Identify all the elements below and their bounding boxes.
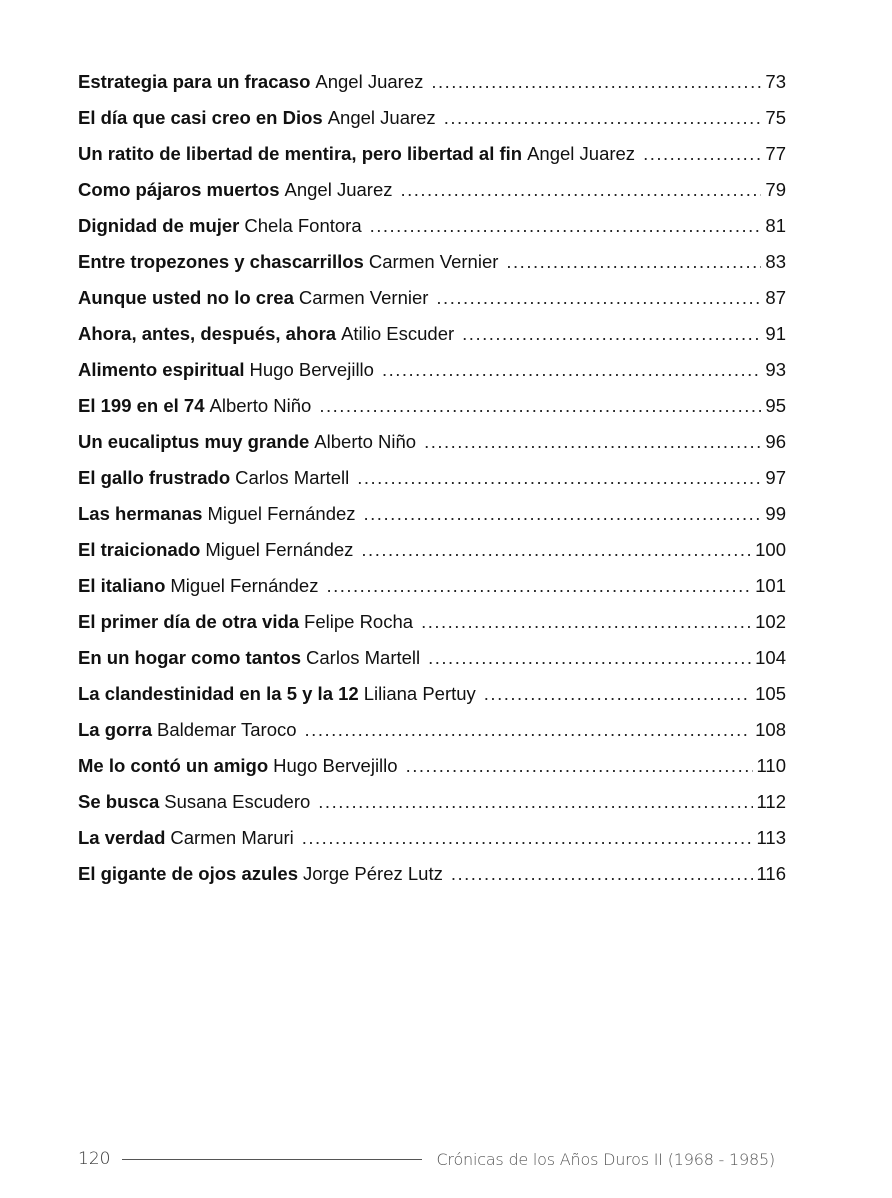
toc-entry: [78, 424, 786, 460]
entry-page-number: 110: [756, 755, 786, 776]
dot-leader: [361, 532, 751, 568]
toc-entry: [78, 352, 786, 388]
dot-leader: [357, 460, 761, 496]
dot-leader: [643, 136, 761, 172]
entry-page-number: 99: [765, 503, 786, 524]
dot-leader: [400, 172, 761, 208]
dot-leader: [370, 208, 762, 244]
entry-page-number: 81: [765, 215, 786, 236]
dot-leader: [451, 856, 753, 892]
entry-page-number: 104: [755, 647, 786, 668]
dot-leader: [424, 424, 761, 460]
entry-author: Carlos Martell: [235, 467, 350, 488]
entry-title: Alimento espiritual: [78, 359, 245, 380]
entry-author: Miguel Fernández: [170, 575, 319, 596]
entry-author: Miguel Fernández: [207, 503, 356, 524]
dot-leader: [305, 712, 752, 748]
entry-author: Hugo Bervejillo: [249, 359, 374, 380]
entry-title: El día que casi creo en Dios: [78, 107, 323, 128]
entry-author: Atilio Escuder: [341, 323, 455, 344]
toc-entry: [78, 604, 786, 640]
entry-page-number: 97: [765, 467, 786, 488]
entry-page-number: 95: [765, 395, 786, 416]
entry-page-number: 112: [756, 791, 786, 812]
entry-title: El italiano: [78, 575, 166, 596]
toc-entry: [78, 136, 786, 172]
toc-entry: [78, 208, 786, 244]
dot-leader: [421, 604, 751, 640]
dot-leader: [506, 244, 761, 280]
toc-entry: [78, 568, 786, 604]
toc-entry: [78, 676, 786, 712]
entry-page-number: 108: [755, 719, 786, 740]
entry-title: El gallo frustrado: [78, 467, 231, 488]
toc-entry: [78, 856, 786, 892]
dot-leader: [444, 100, 762, 136]
entry-author: Felipe Rocha: [304, 611, 414, 632]
entry-author: Carmen Vernier: [368, 251, 499, 272]
page-footer: [78, 1146, 786, 1172]
entry-author: Liliana Pertuy: [363, 683, 476, 704]
entry-page-number: 73: [765, 71, 786, 92]
dot-leader: [326, 568, 751, 604]
entry-title: El 199 en el 74: [78, 395, 205, 416]
toc-entry: [78, 748, 786, 784]
entry-author: Angel Juarez: [284, 179, 393, 200]
toc-entry: [78, 640, 786, 676]
footer-book-title: Crónicas de los Años Duros II (1968 - 1985): [436, 1149, 775, 1169]
dot-leader: [319, 388, 761, 424]
entry-page-number: 101: [755, 575, 786, 596]
entry-page-number: 87: [765, 287, 786, 308]
entry-page-number: 105: [755, 683, 786, 704]
entry-page-number: 79: [765, 179, 786, 200]
entry-title: Como pájaros muertos: [78, 179, 280, 200]
entry-title: Entre tropezones y chascarrillos: [78, 251, 364, 272]
entry-author: Angel Juarez: [327, 107, 436, 128]
dot-leader: [364, 496, 762, 532]
dot-leader: [382, 352, 761, 388]
toc-entry: [78, 100, 786, 136]
dot-leader: [428, 640, 751, 676]
dot-leader: [318, 784, 752, 820]
entry-page-number: 116: [756, 863, 786, 884]
footer-page-number: 120: [78, 1149, 111, 1169]
entry-page-number: 96: [765, 431, 786, 452]
dot-leader: [406, 748, 753, 784]
entry-author: Alberto Niño: [209, 395, 312, 416]
toc-entry: [78, 460, 786, 496]
entry-author: Alberto Niño: [314, 431, 417, 452]
dot-leader: [302, 820, 753, 856]
dot-leader: [462, 316, 761, 352]
entry-author: Susana Escudero: [164, 791, 311, 812]
entry-title: Un eucaliptus muy grande: [78, 431, 310, 452]
entry-author: Baldemar Taroco: [157, 719, 297, 740]
toc-entry: [78, 532, 786, 568]
entry-title: Aunque usted no lo crea: [78, 287, 294, 308]
dot-leader: [484, 676, 751, 712]
entry-author: Carmen Maruri: [170, 827, 294, 848]
entry-author: Angel Juarez: [315, 71, 424, 92]
entry-page-number: 91: [765, 323, 786, 344]
entry-title: El gigante de ojos azules: [78, 863, 298, 884]
toc-entry: [78, 784, 786, 820]
entry-title: Dignidad de mujer: [78, 215, 240, 236]
entry-author: Angel Juarez: [527, 143, 636, 164]
footer-divider: [122, 1159, 422, 1160]
dot-leader: [436, 280, 761, 316]
entry-page-number: 75: [765, 107, 786, 128]
toc-entry: [78, 172, 786, 208]
table-of-contents: [78, 64, 786, 892]
entry-author: Hugo Bervejillo: [273, 755, 398, 776]
entry-page-number: 77: [765, 143, 786, 164]
entry-title: La gorra: [78, 719, 153, 740]
entry-page-number: 102: [755, 611, 786, 632]
dot-leader: [431, 64, 761, 100]
entry-author: Miguel Fernández: [205, 539, 354, 560]
entry-author: Jorge Pérez Lutz: [303, 863, 443, 884]
entry-title: El traicionado: [78, 539, 201, 560]
toc-entry: [78, 244, 786, 280]
toc-entry: [78, 712, 786, 748]
entry-title: Me lo contó un amigo: [78, 755, 269, 776]
entry-page-number: 100: [755, 539, 786, 560]
entry-page-number: 93: [765, 359, 786, 380]
entry-title: Las hermanas: [78, 503, 203, 524]
toc-entry: [78, 316, 786, 352]
entry-author: Chela Fontora: [244, 215, 362, 236]
entry-title: Estrategia para un fracaso: [78, 71, 311, 92]
entry-author: Carlos Martell: [306, 647, 421, 668]
entry-title: Ahora, antes, después, ahora: [78, 323, 337, 344]
entry-author: Carmen Vernier: [298, 287, 429, 308]
toc-entry: [78, 388, 786, 424]
entry-page-number: 83: [765, 251, 786, 272]
entry-title: Se busca: [78, 791, 160, 812]
entry-title: El primer día de otra vida: [78, 611, 300, 632]
toc-entry: [78, 280, 786, 316]
entry-page-number: 113: [756, 827, 786, 848]
entry-title: La clandestinidad en la 5 y la 12: [78, 683, 359, 704]
entry-title: Un ratito de libertad de mentira, pero libertad al fin: [78, 143, 523, 164]
toc-entry: [78, 820, 786, 856]
toc-entry: [78, 64, 786, 100]
toc-entry: [78, 496, 786, 532]
entry-title: La verdad: [78, 827, 166, 848]
entry-title: En un hogar como tantos: [78, 647, 302, 668]
